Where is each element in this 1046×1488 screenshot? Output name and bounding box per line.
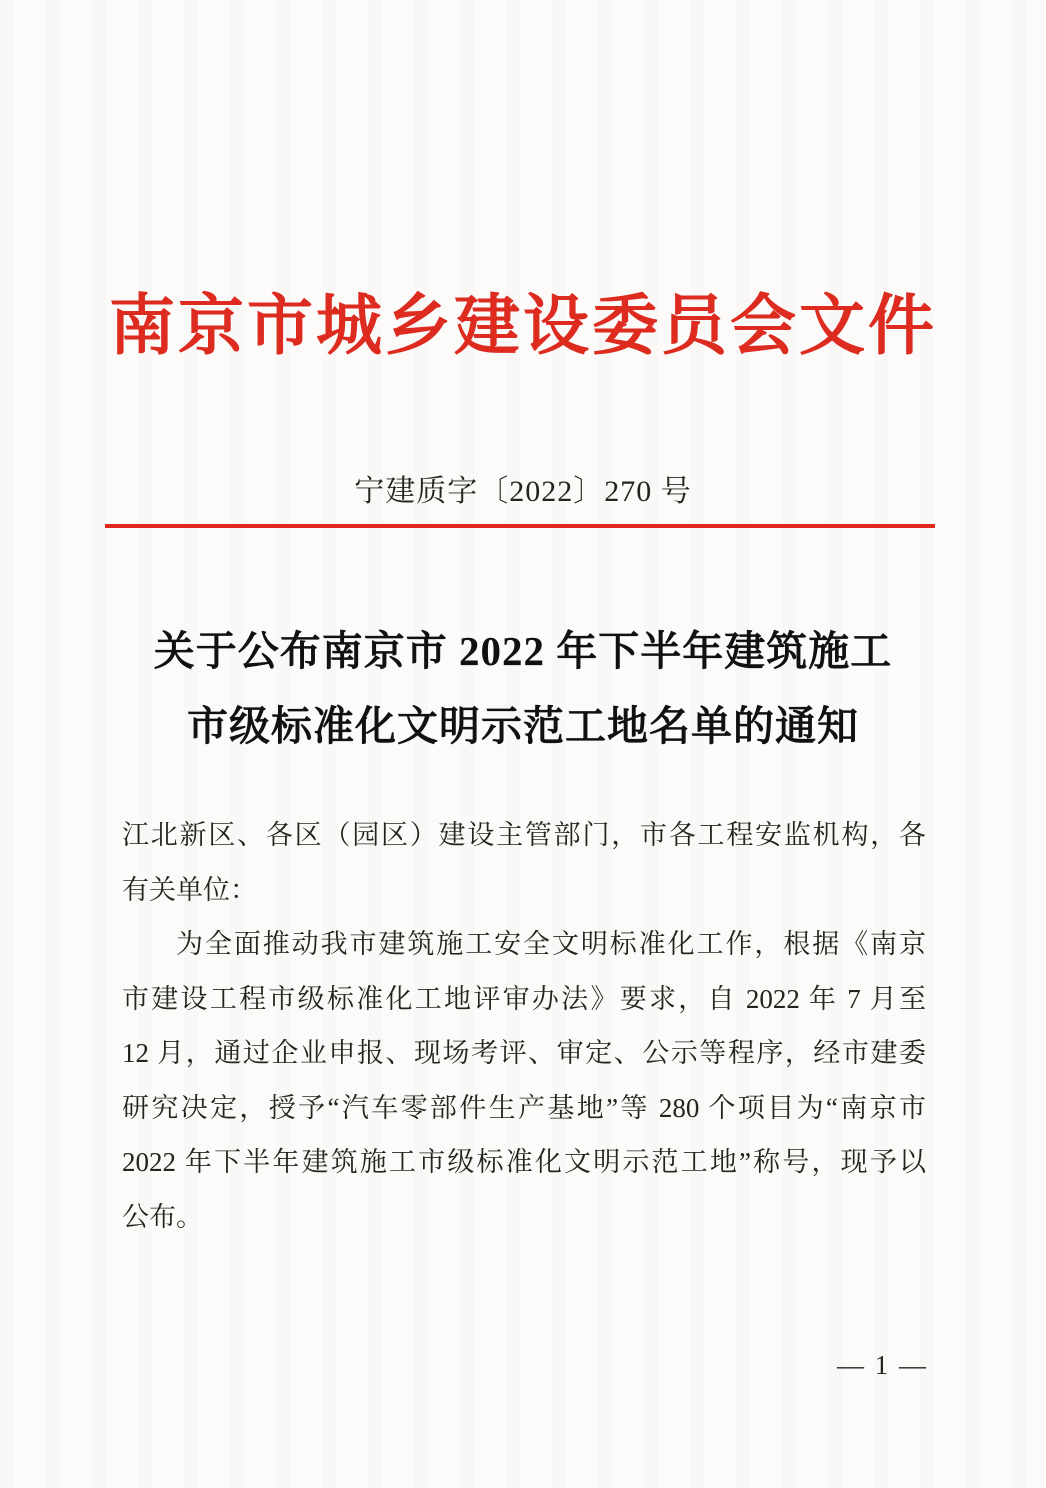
agency-title: 南京市城乡建设委员会文件 — [109, 290, 937, 363]
salutation-line: 有关单位： — [122, 874, 257, 905]
document-title-line2: 市级标准化文明示范工地名单的通知 — [187, 703, 859, 749]
page-number: — 1 — — [837, 1350, 928, 1380]
body-line: 研究决定，授予“汽车零部件生产基地”等 280 个项目为“南京市 — [122, 1092, 926, 1123]
body-line: 2022 年下半年建筑施工市级标准化文明示范工地”称号，现予以 — [122, 1147, 926, 1177]
document-title — [0, 614, 1046, 764]
body-line: 公布。 — [122, 1201, 203, 1232]
body-line: 12 月，通过企业申报、现场考评、审定、公示等程序，经市建委 — [122, 1038, 926, 1068]
body-line: 为全面推动我市建筑施工安全文明标准化工作，根据《南京 — [176, 929, 926, 959]
red-divider-line — [105, 524, 935, 528]
document-body — [122, 808, 926, 1244]
doc-number: 宁建质字〔2022〕270 号 — [354, 475, 692, 508]
body-line: 市建设工程市级标准化工地评审办法》要求，自 2022 年 7 月至 — [122, 983, 926, 1014]
document-title-line1: 关于公布南京市 2022 年下半年建筑施工 — [153, 628, 893, 674]
salutation-line: 江北新区、各区（园区）建设主管部门，市各工程安监机构，各 — [122, 820, 926, 850]
